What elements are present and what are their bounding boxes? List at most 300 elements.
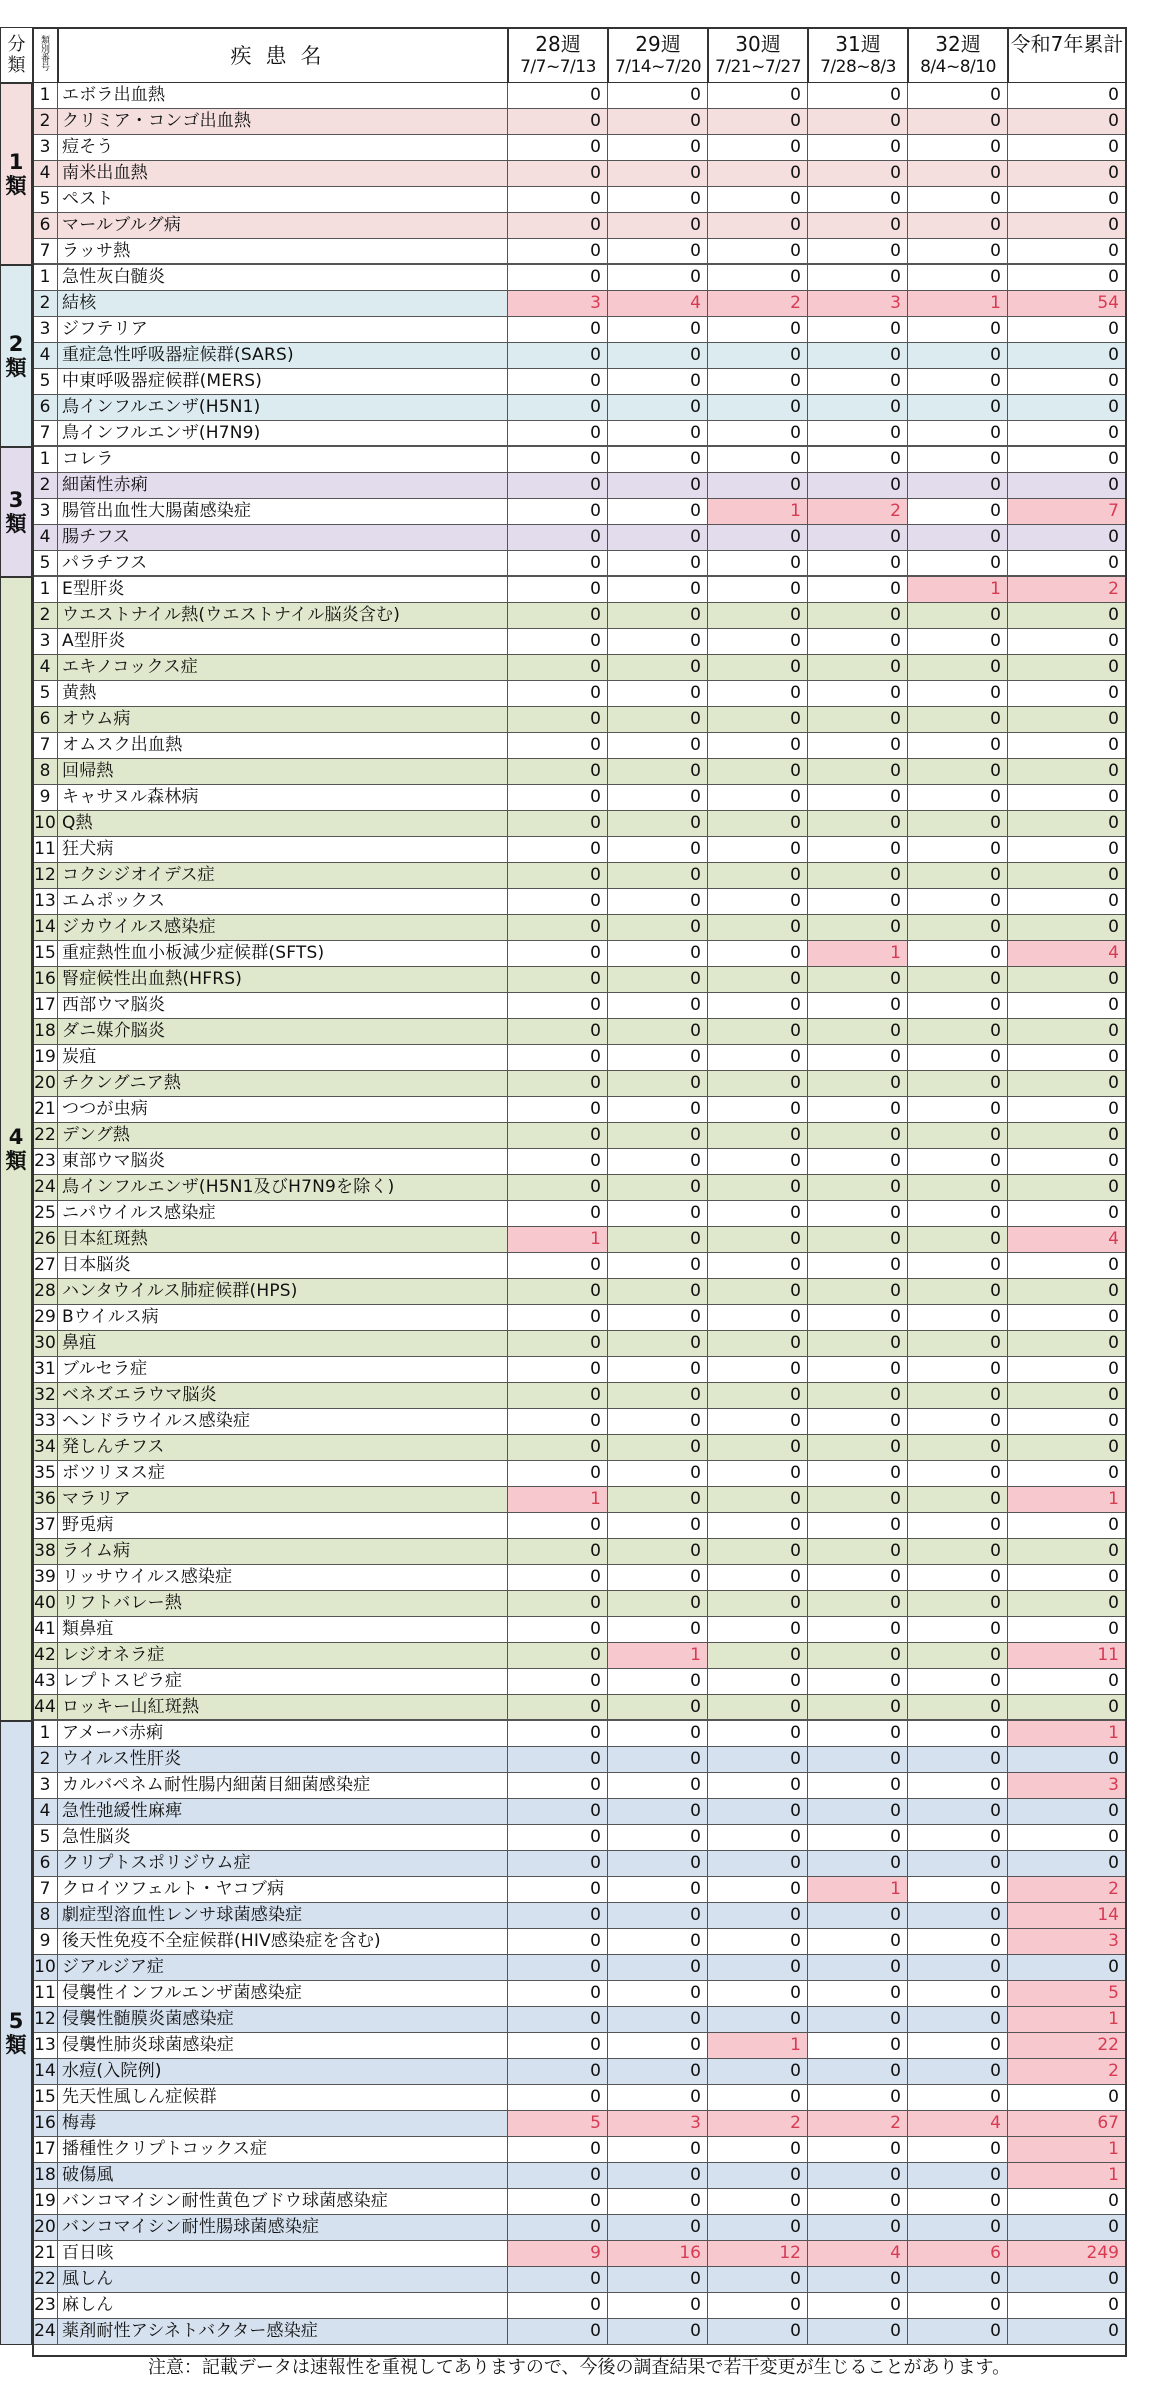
week-count-cell: 0 bbox=[608, 1591, 708, 1617]
week-count-cell: 0 bbox=[608, 213, 708, 239]
header-week-0 bbox=[508, 27, 608, 83]
table-row bbox=[33, 1461, 1126, 1487]
week-count-cell: 0 bbox=[808, 655, 908, 681]
week-count-cell: 0 bbox=[808, 2033, 908, 2059]
row-number: 25 bbox=[33, 1201, 58, 1227]
week-count-cell: 0 bbox=[608, 109, 708, 135]
disease-name: 先天性風しん症候群 bbox=[58, 2085, 508, 2111]
row-number: 4 bbox=[33, 161, 58, 187]
week-count-cell: 0 bbox=[508, 447, 608, 473]
category-1-label bbox=[0, 83, 33, 265]
week-count-cell: 0 bbox=[708, 1019, 808, 1045]
week-count-cell: 0 bbox=[508, 2085, 608, 2111]
week-count-cell: 0 bbox=[608, 1877, 708, 1903]
year-total-cell: 0 bbox=[1008, 1409, 1126, 1435]
table-row bbox=[33, 2215, 1126, 2241]
week-count-cell: 0 bbox=[808, 629, 908, 655]
week-count-cell: 0 bbox=[508, 837, 608, 863]
year-total-cell: 0 bbox=[1008, 1019, 1126, 1045]
table-row bbox=[33, 1279, 1126, 1305]
category-2-label bbox=[0, 265, 33, 447]
week-count-cell: 0 bbox=[608, 1799, 708, 1825]
disease-name: 黄熱 bbox=[58, 681, 508, 707]
week-count-cell: 0 bbox=[808, 1955, 908, 1981]
week-count-cell: 0 bbox=[808, 2085, 908, 2111]
week-count-cell: 0 bbox=[708, 863, 808, 889]
table-row bbox=[33, 1695, 1126, 1721]
week-count-cell: 0 bbox=[708, 1253, 808, 1279]
header-week-label: 30週 bbox=[735, 32, 781, 56]
week-count-cell: 0 bbox=[608, 655, 708, 681]
row-number: 9 bbox=[33, 785, 58, 811]
week-count-cell: 0 bbox=[808, 1461, 908, 1487]
row-number: 31 bbox=[33, 1357, 58, 1383]
week-count-cell: 0 bbox=[608, 317, 708, 343]
week-count-cell: 1 bbox=[708, 2033, 808, 2059]
week-count-cell: 0 bbox=[508, 1539, 608, 1565]
week-count-cell: 0 bbox=[508, 551, 608, 577]
week-count-cell: 0 bbox=[608, 551, 708, 577]
week-count-cell: 0 bbox=[808, 1929, 908, 1955]
row-number: 21 bbox=[33, 2241, 58, 2267]
week-count-cell: 0 bbox=[908, 1643, 1008, 1669]
table-row bbox=[33, 369, 1126, 395]
header-week-range: 7/21~7/27 bbox=[714, 57, 802, 77]
week-count-cell: 0 bbox=[808, 1799, 908, 1825]
disease-name: 侵襲性髄膜炎菌感染症 bbox=[58, 2007, 508, 2033]
row-number: 41 bbox=[33, 1617, 58, 1643]
table-row bbox=[33, 863, 1126, 889]
year-total-cell: 0 bbox=[1008, 993, 1126, 1019]
category-number: 4 bbox=[8, 1125, 24, 1149]
week-count-cell: 0 bbox=[708, 1071, 808, 1097]
disease-name: ジカウイルス感染症 bbox=[58, 915, 508, 941]
week-count-cell: 0 bbox=[508, 83, 608, 109]
table-row bbox=[33, 577, 1126, 603]
row-number: 1 bbox=[33, 265, 58, 291]
row-number: 1 bbox=[33, 83, 58, 109]
week-count-cell: 0 bbox=[808, 1383, 908, 1409]
week-count-cell: 0 bbox=[808, 473, 908, 499]
disease-name: レプトスピラ症 bbox=[58, 1669, 508, 1695]
week-count-cell: 0 bbox=[708, 1383, 808, 1409]
week-count-cell: 0 bbox=[608, 681, 708, 707]
row-number: 20 bbox=[33, 1071, 58, 1097]
disease-name: 侵襲性肺炎球菌感染症 bbox=[58, 2033, 508, 2059]
week-count-cell: 0 bbox=[708, 1305, 808, 1331]
disease-name: ニパウイルス感染症 bbox=[58, 1201, 508, 1227]
disease-name: 麻しん bbox=[58, 2293, 508, 2319]
week-count-cell: 0 bbox=[508, 785, 608, 811]
week-count-cell: 0 bbox=[508, 421, 608, 447]
week-count-cell: 4 bbox=[608, 291, 708, 317]
week-count-cell: 0 bbox=[508, 1903, 608, 1929]
week-count-cell: 0 bbox=[608, 1695, 708, 1721]
week-count-cell: 0 bbox=[908, 785, 1008, 811]
week-count-cell: 0 bbox=[608, 395, 708, 421]
year-total-cell: 0 bbox=[1008, 551, 1126, 577]
week-count-cell: 0 bbox=[908, 1071, 1008, 1097]
week-count-cell: 0 bbox=[608, 1071, 708, 1097]
year-total-cell: 0 bbox=[1008, 1175, 1126, 1201]
week-count-cell: 0 bbox=[508, 369, 608, 395]
week-count-cell: 0 bbox=[808, 1279, 908, 1305]
disease-name: レジオネラ症 bbox=[58, 1643, 508, 1669]
week-count-cell: 0 bbox=[908, 1773, 1008, 1799]
week-count-cell: 0 bbox=[808, 759, 908, 785]
week-count-cell: 0 bbox=[608, 1565, 708, 1591]
week-count-cell: 0 bbox=[808, 1695, 908, 1721]
week-count-cell: 9 bbox=[508, 2241, 608, 2267]
disease-name: ライム病 bbox=[58, 1539, 508, 1565]
week-count-cell: 0 bbox=[508, 1253, 608, 1279]
week-count-cell: 0 bbox=[708, 1227, 808, 1253]
disease-name: マールブルグ病 bbox=[58, 213, 508, 239]
week-count-cell: 0 bbox=[908, 1929, 1008, 1955]
week-count-cell: 0 bbox=[508, 1331, 608, 1357]
table-row bbox=[33, 239, 1126, 265]
week-count-cell: 0 bbox=[708, 759, 808, 785]
year-total-cell: 0 bbox=[1008, 1513, 1126, 1539]
disease-name: つつが虫病 bbox=[58, 1097, 508, 1123]
week-count-cell: 0 bbox=[508, 395, 608, 421]
year-total-cell: 0 bbox=[1008, 2189, 1126, 2215]
row-number: 15 bbox=[33, 2085, 58, 2111]
table-row bbox=[33, 629, 1126, 655]
year-total-cell: 4 bbox=[1008, 1227, 1126, 1253]
week-count-cell: 0 bbox=[808, 811, 908, 837]
table-row bbox=[33, 551, 1126, 577]
week-count-cell: 0 bbox=[908, 1097, 1008, 1123]
week-count-cell: 0 bbox=[708, 1539, 808, 1565]
week-count-cell: 0 bbox=[708, 785, 808, 811]
table-row bbox=[33, 499, 1126, 525]
week-count-cell: 0 bbox=[708, 993, 808, 1019]
row-number: 4 bbox=[33, 655, 58, 681]
header-week-label: 32週 bbox=[935, 32, 981, 56]
week-count-cell: 0 bbox=[908, 1695, 1008, 1721]
year-total-cell: 0 bbox=[1008, 2215, 1126, 2241]
disease-name: 日本脳炎 bbox=[58, 1253, 508, 1279]
year-total-cell: 0 bbox=[1008, 1799, 1126, 1825]
week-count-cell: 0 bbox=[708, 811, 808, 837]
row-number: 39 bbox=[33, 1565, 58, 1591]
week-count-cell: 0 bbox=[708, 239, 808, 265]
disease-name: ヘンドラウイルス感染症 bbox=[58, 1409, 508, 1435]
week-count-cell: 0 bbox=[608, 187, 708, 213]
week-count-cell: 0 bbox=[908, 1565, 1008, 1591]
year-total-cell: 0 bbox=[1008, 1201, 1126, 1227]
week-count-cell: 0 bbox=[508, 889, 608, 915]
year-total-cell: 14 bbox=[1008, 1903, 1126, 1929]
week-count-cell: 0 bbox=[608, 863, 708, 889]
week-count-cell: 0 bbox=[808, 1513, 908, 1539]
year-total-cell: 54 bbox=[1008, 291, 1126, 317]
week-count-cell: 0 bbox=[708, 1903, 808, 1929]
week-count-cell: 0 bbox=[908, 681, 1008, 707]
year-total-cell: 0 bbox=[1008, 707, 1126, 733]
header-week-4 bbox=[908, 27, 1008, 83]
week-count-cell: 0 bbox=[708, 473, 808, 499]
week-count-cell: 0 bbox=[908, 499, 1008, 525]
week-count-cell: 0 bbox=[908, 1279, 1008, 1305]
week-count-cell: 4 bbox=[908, 2111, 1008, 2137]
week-count-cell: 0 bbox=[808, 1175, 908, 1201]
week-count-cell: 0 bbox=[508, 1981, 608, 2007]
table-row bbox=[33, 1331, 1126, 1357]
table-row bbox=[33, 1097, 1126, 1123]
disease-name: ダニ媒介脳炎 bbox=[58, 1019, 508, 1045]
week-count-cell: 0 bbox=[608, 1253, 708, 1279]
week-count-cell: 0 bbox=[908, 863, 1008, 889]
table-row bbox=[33, 1435, 1126, 1461]
week-count-cell: 0 bbox=[908, 2059, 1008, 2085]
year-total-cell: 0 bbox=[1008, 1851, 1126, 1877]
row-number: 33 bbox=[33, 1409, 58, 1435]
week-count-cell: 0 bbox=[908, 655, 1008, 681]
week-count-cell: 0 bbox=[508, 759, 608, 785]
table-row bbox=[33, 1747, 1126, 1773]
week-count-cell: 0 bbox=[708, 1201, 808, 1227]
disease-name: E型肝炎 bbox=[58, 577, 508, 603]
disease-name: 腎症候性出血熱(HFRS) bbox=[58, 967, 508, 993]
week-count-cell: 0 bbox=[808, 2007, 908, 2033]
week-count-cell: 0 bbox=[708, 1955, 808, 1981]
week-count-cell: 0 bbox=[908, 733, 1008, 759]
disease-name: ハンタウイルス肺症候群(HPS) bbox=[58, 1279, 508, 1305]
disease-name: ロッキー山紅斑熱 bbox=[58, 1695, 508, 1721]
row-number: 5 bbox=[33, 681, 58, 707]
week-count-cell: 0 bbox=[608, 941, 708, 967]
disease-name: エキノコックス症 bbox=[58, 655, 508, 681]
year-total-cell: 0 bbox=[1008, 1305, 1126, 1331]
week-count-cell: 0 bbox=[908, 1435, 1008, 1461]
week-count-cell: 0 bbox=[608, 2293, 708, 2319]
year-total-cell: 2 bbox=[1008, 577, 1126, 603]
year-total-cell: 0 bbox=[1008, 1253, 1126, 1279]
disease-name: Bウイルス病 bbox=[58, 1305, 508, 1331]
disease-name: 鼻疽 bbox=[58, 1331, 508, 1357]
header-week-label: 31週 bbox=[835, 32, 881, 56]
table-row bbox=[33, 2267, 1126, 2293]
week-count-cell: 0 bbox=[508, 2215, 608, 2241]
table-row bbox=[33, 811, 1126, 837]
disease-name: コレラ bbox=[58, 447, 508, 473]
year-total-cell: 1 bbox=[1008, 2137, 1126, 2163]
table-row bbox=[33, 603, 1126, 629]
week-count-cell: 0 bbox=[908, 1487, 1008, 1513]
row-number: 2 bbox=[33, 603, 58, 629]
week-count-cell: 0 bbox=[708, 317, 808, 343]
year-total-cell: 0 bbox=[1008, 421, 1126, 447]
week-count-cell: 0 bbox=[808, 1539, 908, 1565]
week-count-cell: 0 bbox=[708, 2189, 808, 2215]
table-row bbox=[33, 1487, 1126, 1513]
week-count-cell: 0 bbox=[508, 525, 608, 551]
disease-name: オウム病 bbox=[58, 707, 508, 733]
year-total-cell: 0 bbox=[1008, 1071, 1126, 1097]
table-row bbox=[33, 1669, 1126, 1695]
year-total-cell: 0 bbox=[1008, 187, 1126, 213]
week-count-cell: 0 bbox=[508, 1955, 608, 1981]
week-count-cell: 1 bbox=[808, 1877, 908, 1903]
header-week-range: 7/7~7/13 bbox=[520, 57, 596, 77]
week-count-cell: 0 bbox=[808, 343, 908, 369]
week-count-cell: 0 bbox=[908, 1617, 1008, 1643]
table-row bbox=[33, 1981, 1126, 2007]
week-count-cell: 0 bbox=[508, 187, 608, 213]
row-number: 5 bbox=[33, 1825, 58, 1851]
week-count-cell: 0 bbox=[508, 1877, 608, 1903]
week-count-cell: 0 bbox=[608, 2189, 708, 2215]
row-number: 8 bbox=[33, 759, 58, 785]
week-count-cell: 0 bbox=[808, 317, 908, 343]
week-count-cell: 0 bbox=[508, 1279, 608, 1305]
row-number: 3 bbox=[33, 1773, 58, 1799]
week-count-cell: 0 bbox=[508, 161, 608, 187]
disease-name: 風しん bbox=[58, 2267, 508, 2293]
week-count-cell: 0 bbox=[608, 2267, 708, 2293]
week-count-cell: 0 bbox=[608, 1461, 708, 1487]
week-count-cell: 0 bbox=[808, 577, 908, 603]
week-count-cell: 0 bbox=[508, 1097, 608, 1123]
table-row bbox=[33, 993, 1126, 1019]
disease-name: 類鼻疽 bbox=[58, 1617, 508, 1643]
table-row bbox=[33, 1799, 1126, 1825]
table-row bbox=[33, 135, 1126, 161]
week-count-cell: 0 bbox=[708, 837, 808, 863]
year-total-cell: 0 bbox=[1008, 629, 1126, 655]
week-count-cell: 0 bbox=[608, 343, 708, 369]
week-count-cell: 0 bbox=[908, 603, 1008, 629]
week-count-cell: 0 bbox=[808, 1565, 908, 1591]
year-total-cell: 0 bbox=[1008, 1695, 1126, 1721]
week-count-cell: 0 bbox=[708, 395, 808, 421]
disease-name: エボラ出血熱 bbox=[58, 83, 508, 109]
week-count-cell: 0 bbox=[708, 681, 808, 707]
row-number: 5 bbox=[33, 187, 58, 213]
category-5-label bbox=[0, 1721, 33, 2345]
row-number: 1 bbox=[33, 447, 58, 473]
week-count-cell: 0 bbox=[708, 707, 808, 733]
year-total-cell: 11 bbox=[1008, 1643, 1126, 1669]
year-total-cell: 0 bbox=[1008, 1383, 1126, 1409]
week-count-cell: 0 bbox=[508, 2163, 608, 2189]
row-number: 3 bbox=[33, 499, 58, 525]
week-count-cell: 0 bbox=[808, 603, 908, 629]
row-number: 12 bbox=[33, 2007, 58, 2033]
week-count-cell: 0 bbox=[808, 2163, 908, 2189]
row-number: 7 bbox=[33, 421, 58, 447]
week-count-cell: 0 bbox=[608, 2137, 708, 2163]
week-count-cell: 0 bbox=[708, 1929, 808, 1955]
category-number: 1 bbox=[8, 150, 24, 174]
category-class-char: 類 bbox=[5, 1149, 27, 1173]
row-number: 1 bbox=[33, 1721, 58, 1747]
row-number: 4 bbox=[33, 525, 58, 551]
week-count-cell: 0 bbox=[808, 1409, 908, 1435]
year-total-cell: 3 bbox=[1008, 1773, 1126, 1799]
disease-name: リフトバレー熱 bbox=[58, 1591, 508, 1617]
category-number: 5 bbox=[8, 2009, 24, 2033]
disease-name: マラリア bbox=[58, 1487, 508, 1513]
week-count-cell: 0 bbox=[608, 1175, 708, 1201]
year-total-cell: 0 bbox=[1008, 1279, 1126, 1305]
week-count-cell: 0 bbox=[508, 265, 608, 291]
disease-name: 西部ウマ脳炎 bbox=[58, 993, 508, 1019]
week-count-cell: 0 bbox=[608, 1773, 708, 1799]
disease-name: 梅毒 bbox=[58, 2111, 508, 2137]
row-number: 6 bbox=[33, 1851, 58, 1877]
week-count-cell: 0 bbox=[808, 2137, 908, 2163]
table-row bbox=[33, 2241, 1126, 2267]
disease-name: 鳥インフルエンザ(H7N9) bbox=[58, 421, 508, 447]
row-number: 4 bbox=[33, 1799, 58, 1825]
week-count-cell: 5 bbox=[508, 2111, 608, 2137]
week-count-cell: 12 bbox=[708, 2241, 808, 2267]
table-row bbox=[33, 1591, 1126, 1617]
week-count-cell: 0 bbox=[508, 1617, 608, 1643]
disease-name: 腸チフス bbox=[58, 525, 508, 551]
disease-name: 侵襲性インフルエンザ菌感染症 bbox=[58, 1981, 508, 2007]
table-row bbox=[33, 941, 1126, 967]
week-count-cell: 0 bbox=[608, 473, 708, 499]
week-count-cell: 0 bbox=[508, 1773, 608, 1799]
disease-name: クリプトスポリジウム症 bbox=[58, 1851, 508, 1877]
disease-name: ペスト bbox=[58, 187, 508, 213]
week-count-cell: 0 bbox=[608, 1279, 708, 1305]
week-count-cell: 0 bbox=[508, 317, 608, 343]
week-count-cell: 0 bbox=[508, 2033, 608, 2059]
week-count-cell: 0 bbox=[908, 1305, 1008, 1331]
week-count-cell: 0 bbox=[808, 1487, 908, 1513]
table-row bbox=[33, 1565, 1126, 1591]
week-count-cell: 0 bbox=[608, 1669, 708, 1695]
table-row bbox=[33, 1305, 1126, 1331]
week-count-cell: 0 bbox=[908, 1877, 1008, 1903]
week-count-cell: 0 bbox=[908, 941, 1008, 967]
week-count-cell: 0 bbox=[808, 2293, 908, 2319]
row-number: 24 bbox=[33, 2319, 58, 2345]
week-count-cell: 0 bbox=[708, 1851, 808, 1877]
week-count-cell: 0 bbox=[808, 2267, 908, 2293]
week-count-cell: 0 bbox=[508, 1825, 608, 1851]
disease-name: 重症熱性血小板減少症候群(SFTS) bbox=[58, 941, 508, 967]
week-count-cell: 0 bbox=[608, 2085, 708, 2111]
week-count-cell: 0 bbox=[508, 1019, 608, 1045]
week-count-cell: 0 bbox=[608, 1851, 708, 1877]
week-count-cell: 0 bbox=[908, 707, 1008, 733]
category-4-label bbox=[0, 577, 33, 1721]
week-count-cell: 0 bbox=[608, 2163, 708, 2189]
row-number: 18 bbox=[33, 2163, 58, 2189]
category-number: 2 bbox=[8, 332, 24, 356]
table-row bbox=[33, 1773, 1126, 1799]
row-number: 7 bbox=[33, 733, 58, 759]
week-count-cell: 6 bbox=[908, 2241, 1008, 2267]
week-count-cell: 0 bbox=[608, 1227, 708, 1253]
week-count-cell: 0 bbox=[908, 525, 1008, 551]
week-count-cell: 0 bbox=[908, 759, 1008, 785]
row-number: 5 bbox=[33, 551, 58, 577]
week-count-cell: 0 bbox=[708, 1747, 808, 1773]
year-total-cell: 0 bbox=[1008, 1045, 1126, 1071]
week-count-cell: 0 bbox=[608, 161, 708, 187]
year-total-cell: 0 bbox=[1008, 1565, 1126, 1591]
disease-name: A型肝炎 bbox=[58, 629, 508, 655]
week-count-cell: 0 bbox=[508, 239, 608, 265]
table-row bbox=[33, 2085, 1126, 2111]
